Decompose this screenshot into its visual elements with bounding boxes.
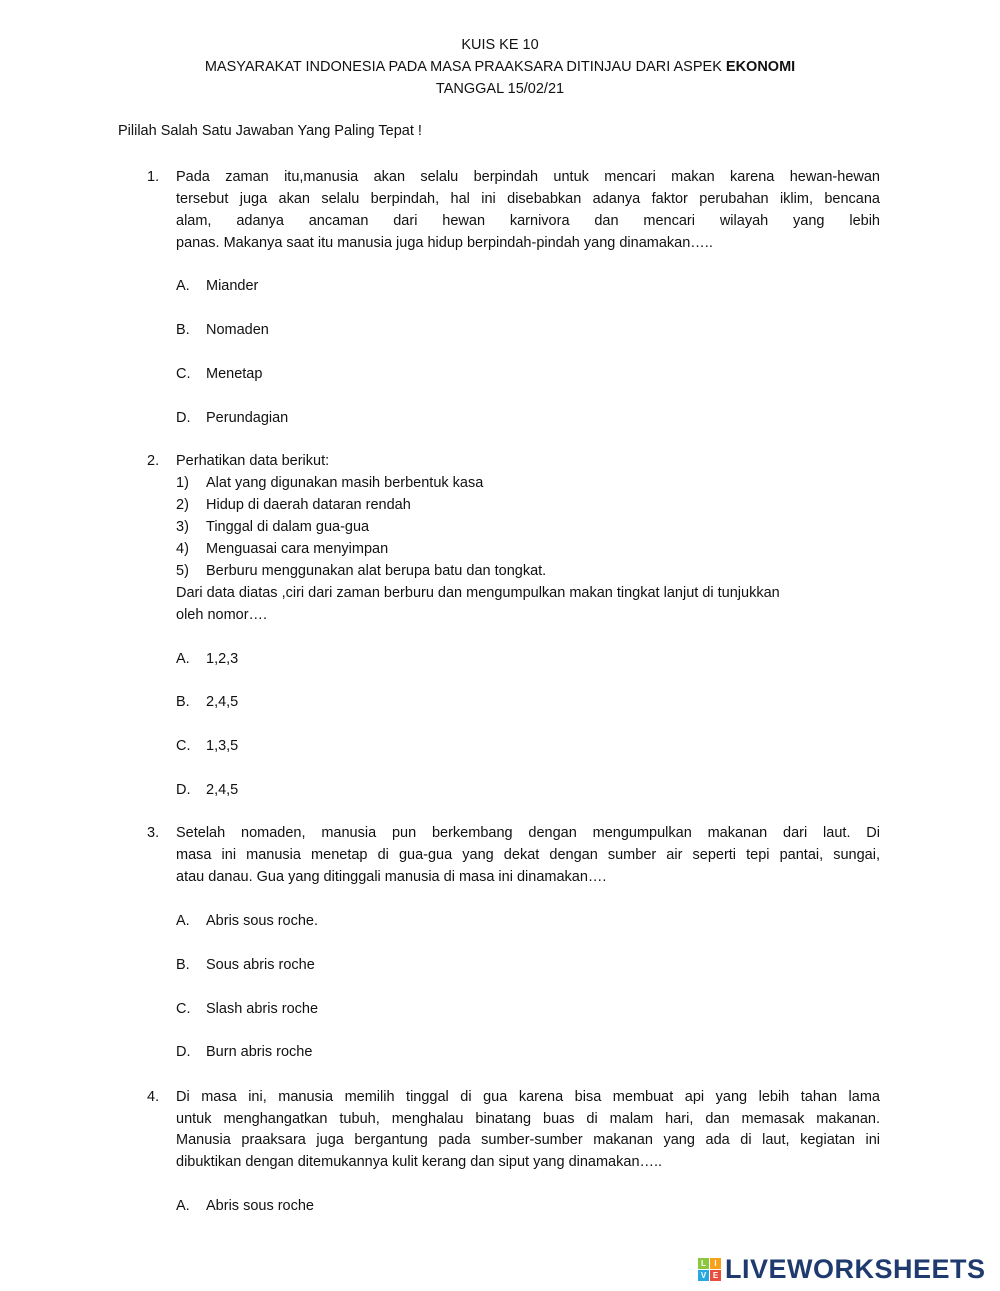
option-text[interactable]: 1,3,5 — [206, 738, 239, 754]
option-letter: A. — [176, 278, 190, 294]
quiz-date: TANGGAL 15/02/21 — [435, 81, 565, 97]
logo-block: I — [710, 1258, 721, 1269]
question-text: panas. Makanya saat itu manusia juga hidup berpindah-pindah yang dinamakan….. — [176, 235, 713, 251]
option-letter: A. — [176, 913, 190, 929]
question-number: 3. — [147, 825, 160, 841]
item-number: 1) — [176, 475, 189, 491]
question-text: Di masa ini, manusia memilih tinggal di gua karena bisa membuat api yang lebih tahan lama — [176, 1089, 880, 1105]
item-text: Menguasai cara menyimpan — [206, 541, 389, 557]
option-letter: A. — [176, 651, 190, 667]
question-text: tersebut juga akan selalu berpindah, hal ini disebabkan adanya faktor perubahan iklim, bencana — [176, 191, 880, 207]
option-letter: B. — [176, 694, 190, 710]
option-letter: D. — [176, 782, 191, 798]
option-text[interactable]: Perundagian — [206, 410, 289, 426]
item-text: Berburu menggunakan alat berupa batu dan tongkat. — [206, 563, 547, 579]
option-text[interactable]: Abris sous roche — [206, 1198, 314, 1214]
option-text[interactable]: Burn abris roche — [206, 1044, 313, 1060]
option-letter: D. — [176, 1044, 191, 1060]
quiz-title: KUIS KE 10 — [461, 37, 539, 53]
question-text: alam, adanya ancaman dari hewan karnivora dan mencari wilayah yang lebih — [176, 213, 880, 229]
question-intro: Perhatikan data berikut: — [176, 453, 330, 469]
logo-block: L — [698, 1258, 709, 1269]
question-text: Setelah nomaden, manusia pun berkembang dengan mengumpulkan makanan dari laut. Di — [176, 825, 880, 841]
question-text: Manusia praaksara juga bergantung pada sumber-sumber makanan yang ada di laut, kegiatan ini — [176, 1132, 880, 1148]
item-number: 5) — [176, 563, 189, 579]
option-letter: C. — [176, 738, 191, 754]
item-number: 4) — [176, 541, 189, 557]
option-letter: C. — [176, 366, 191, 382]
logo-block: E — [710, 1270, 721, 1281]
instruction: Pililah Salah Satu Jawaban Yang Paling Tepat ! — [118, 123, 422, 139]
option-text[interactable]: 2,4,5 — [206, 694, 239, 710]
question-text: atau danau. Gua yang ditinggali manusia di masa ini dinamakan…. — [176, 869, 607, 885]
item-text: Tinggal di dalam gua-gua — [206, 519, 370, 535]
question-number: 4. — [147, 1089, 160, 1105]
quiz-subtitle — [0, 57, 1000, 77]
question-text: untuk menghangatkan tubuh, menghalau binatang buas di malam hari, dan memasak makanan. — [176, 1111, 880, 1127]
option-text[interactable]: 2,4,5 — [206, 782, 239, 798]
question-number: 2. — [147, 453, 160, 469]
option-text[interactable]: Abris sous roche. — [206, 913, 319, 929]
logo-text: LIVEWORKSHEETS — [725, 1254, 986, 1284]
question-text: Dari data diatas ,ciri dari zaman berburu dan mengumpulkan makan tingkat lanjut di tunjukkan — [176, 585, 780, 601]
question-number: 1. — [147, 169, 160, 185]
option-letter: D. — [176, 410, 191, 426]
subtitle-bold: EKONOMI — [725, 59, 796, 75]
question-text: Pada zaman itu,manusia akan selalu berpindah untuk mencari makan karena hewan-hewan — [176, 169, 880, 185]
question-text: oleh nomor…. — [176, 607, 268, 623]
option-text[interactable]: 1,2,3 — [206, 651, 239, 667]
question-text: dibuktikan dengan ditemukannya kulit kerang dan siput yang dinamakan….. — [176, 1154, 663, 1170]
item-number: 3) — [176, 519, 189, 535]
liveworksheets-logo — [698, 1254, 986, 1284]
question-text: masa ini manusia menetap di gua-gua yang dekat dengan sumber air seperti tepi pantai, sungai, — [176, 847, 880, 863]
logo-block: V — [698, 1270, 709, 1281]
option-letter: B. — [176, 957, 190, 973]
option-letter: B. — [176, 322, 190, 338]
option-text[interactable]: Sous abris roche — [206, 957, 315, 973]
option-text[interactable]: Nomaden — [206, 322, 269, 338]
option-text[interactable]: Menetap — [206, 366, 263, 382]
subtitle-text: MASYARAKAT INDONESIA PADA MASA PRAAKSARA DITINJAU DARI ASPEK — [204, 59, 726, 75]
option-text[interactable]: Slash abris roche — [206, 1001, 319, 1017]
logo-blocks-icon — [698, 1258, 721, 1281]
item-text: Hidup di daerah dataran rendah — [206, 497, 411, 513]
option-letter: C. — [176, 1001, 191, 1017]
item-number: 2) — [176, 497, 189, 513]
option-text[interactable]: Miander — [206, 278, 259, 294]
option-letter: A. — [176, 1198, 190, 1214]
item-text: Alat yang digunakan masih berbentuk kasa — [206, 475, 484, 491]
